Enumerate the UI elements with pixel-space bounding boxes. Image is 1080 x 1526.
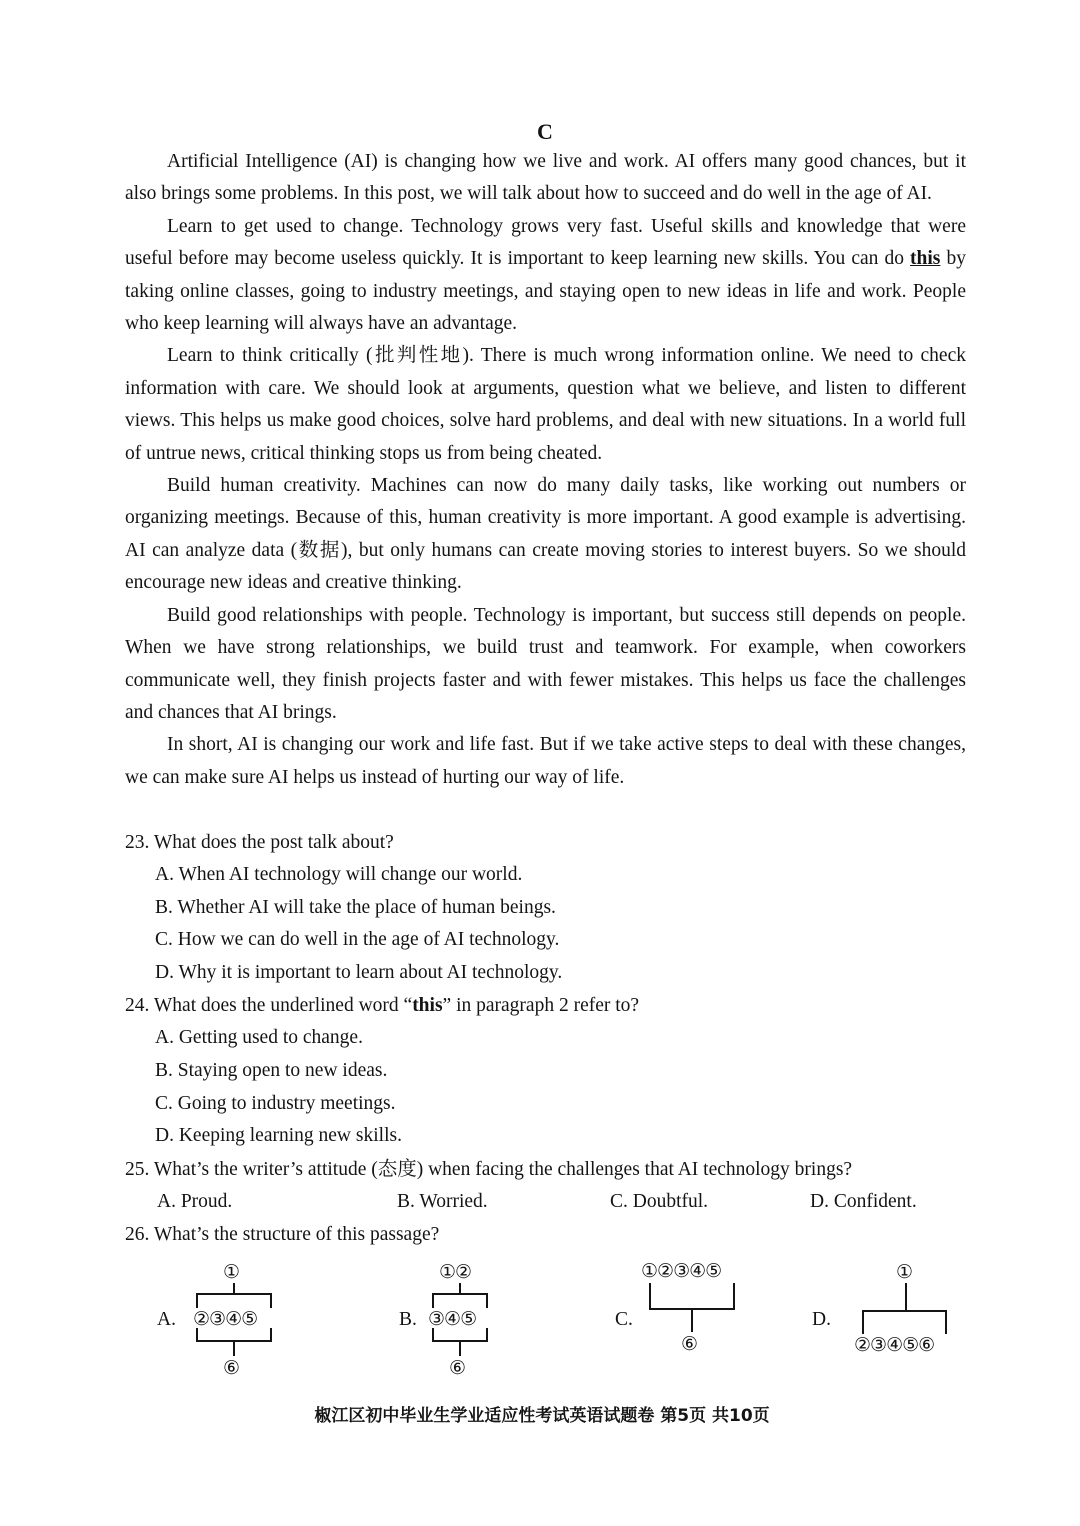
question-24-bold-word: this	[412, 995, 443, 1017]
paragraph-5: Build good relationships with people. Technology is important, but success still depends on people. When we have strong relationships, we build trust and teamwork. For example, when coworkers communicate well, they finish projects faster and with fewer mistakes. This helps us face the challenges and chances that AI brings.	[125, 604, 966, 723]
paragraph-3: Learn to think critically (批判性地). There is much wrong information online. We need to check information with care. We should look at arguments, question what we believe, and listen to different views. This helps us make good choices, solve hard problems, and deal with new situations. In a world full of untrue news, critical thinking stops us from being cheated.	[125, 345, 966, 464]
question-24-option-a: A. Getting used to change.	[155, 1027, 363, 1049]
question-23-option-c: C. How we can do well in the age of AI technology.	[155, 929, 560, 951]
structure-d-label: D.	[812, 1309, 831, 1330]
question-25-option-d: D. Confident.	[810, 1190, 917, 1212]
question-24-stem-after: ” in paragraph 2 refer to?	[442, 995, 640, 1017]
structure-b-top: ①②	[439, 1261, 472, 1283]
question-25-option-a: A. Proud.	[157, 1190, 233, 1212]
paragraph-2	[125, 211, 966, 341]
question-25-stem: 25. What’s the writer’s attitude (态度) when facing the challenges that AI technology brings?	[125, 1158, 853, 1180]
question-23-option-b: B. Whether AI will take the place of human beings.	[155, 896, 556, 918]
structure-c-label: C.	[615, 1309, 633, 1330]
paragraph-6: In short, AI is changing our work and life fast. But if we take active steps to deal with these changes, we can make sure AI helps us instead of hurting our way of life.	[125, 734, 966, 788]
structure-c-bottom: ⑥	[681, 1333, 698, 1355]
reading-passage	[125, 146, 966, 794]
question-25-option-b: B. Worried.	[397, 1190, 488, 1212]
underlined-word-this: this	[910, 248, 941, 270]
question-23-stem: 23. What does the post talk about?	[125, 832, 394, 853]
question-25-option-c: C. Doubtful.	[610, 1190, 709, 1212]
questions-block	[125, 826, 1005, 1251]
structure-diagrams	[0, 1255, 1080, 1385]
paragraph-1: Artificial Intelligence (AI) is changing how we live and work. AI offers many good chances, but it also brings some problems. In this post, we will talk about how to succeed and do well in the age of AI.	[125, 151, 966, 205]
structure-a-middle: ②③④⑤	[193, 1308, 258, 1330]
structure-d-top: ①	[896, 1261, 913, 1283]
structure-b-bottom: ⑥	[449, 1357, 466, 1379]
question-24-option-b: B. Staying open to new ideas.	[155, 1059, 388, 1081]
question-26-stem: 26. What’s the structure of this passage?	[125, 1224, 440, 1246]
question-23-option-d: D. Why it is important to learn about AI technology.	[155, 961, 563, 983]
page-footer: 椒江区初中毕业生学业适应性考试英语试题卷 第5页 共10页	[314, 1406, 770, 1426]
question-24-stem	[125, 989, 1005, 1022]
question-24-option-c: C. Going to industry meetings.	[155, 1092, 396, 1114]
question-24-stem-before: 24. What does the underlined word “	[125, 995, 413, 1017]
structure-option-d	[810, 1255, 970, 1385]
section-letter: C	[537, 119, 553, 144]
question-23-option-a: A. When AI technology will change our world.	[155, 864, 523, 885]
structure-d-lines	[810, 1255, 970, 1385]
structure-d-bottom: ②③④⑤⑥	[854, 1334, 935, 1356]
structure-option-b	[397, 1255, 517, 1385]
structure-a-top: ①	[223, 1261, 240, 1283]
structure-option-a	[155, 1255, 285, 1385]
paragraph-2-text-after: by taking online classes, going to industry meetings, and staying open to new ideas in life and work. People who keep learning will always have an advantage.	[125, 248, 966, 335]
structure-b-label: B.	[399, 1309, 417, 1330]
question-25-options	[125, 1186, 1005, 1219]
paragraph-4: Build human creativity. Machines can now do many daily tasks, like working out numbers or organizing meetings. Because of this, human creativity is more important. A good example is advertising. AI can analyze data (数据), but only humans can create moving stories to interest buyers. So we should encourage new ideas and creative thinking.	[125, 475, 966, 594]
question-24-option-d: D. Keeping learning new skills.	[155, 1125, 402, 1147]
structure-option-c	[613, 1255, 753, 1385]
structure-c-top: ①②③④⑤	[641, 1260, 722, 1282]
paragraph-2-text-before: Learn to get used to change. Technology grows very fast. Useful skills and knowledge that were useful before may become useless quickly. It is important to keep learning new skills. You can do	[125, 215, 966, 270]
structure-a-label: A.	[157, 1309, 176, 1330]
structure-b-middle: ③④⑤	[428, 1308, 477, 1330]
structure-a-bottom: ⑥	[223, 1357, 240, 1379]
